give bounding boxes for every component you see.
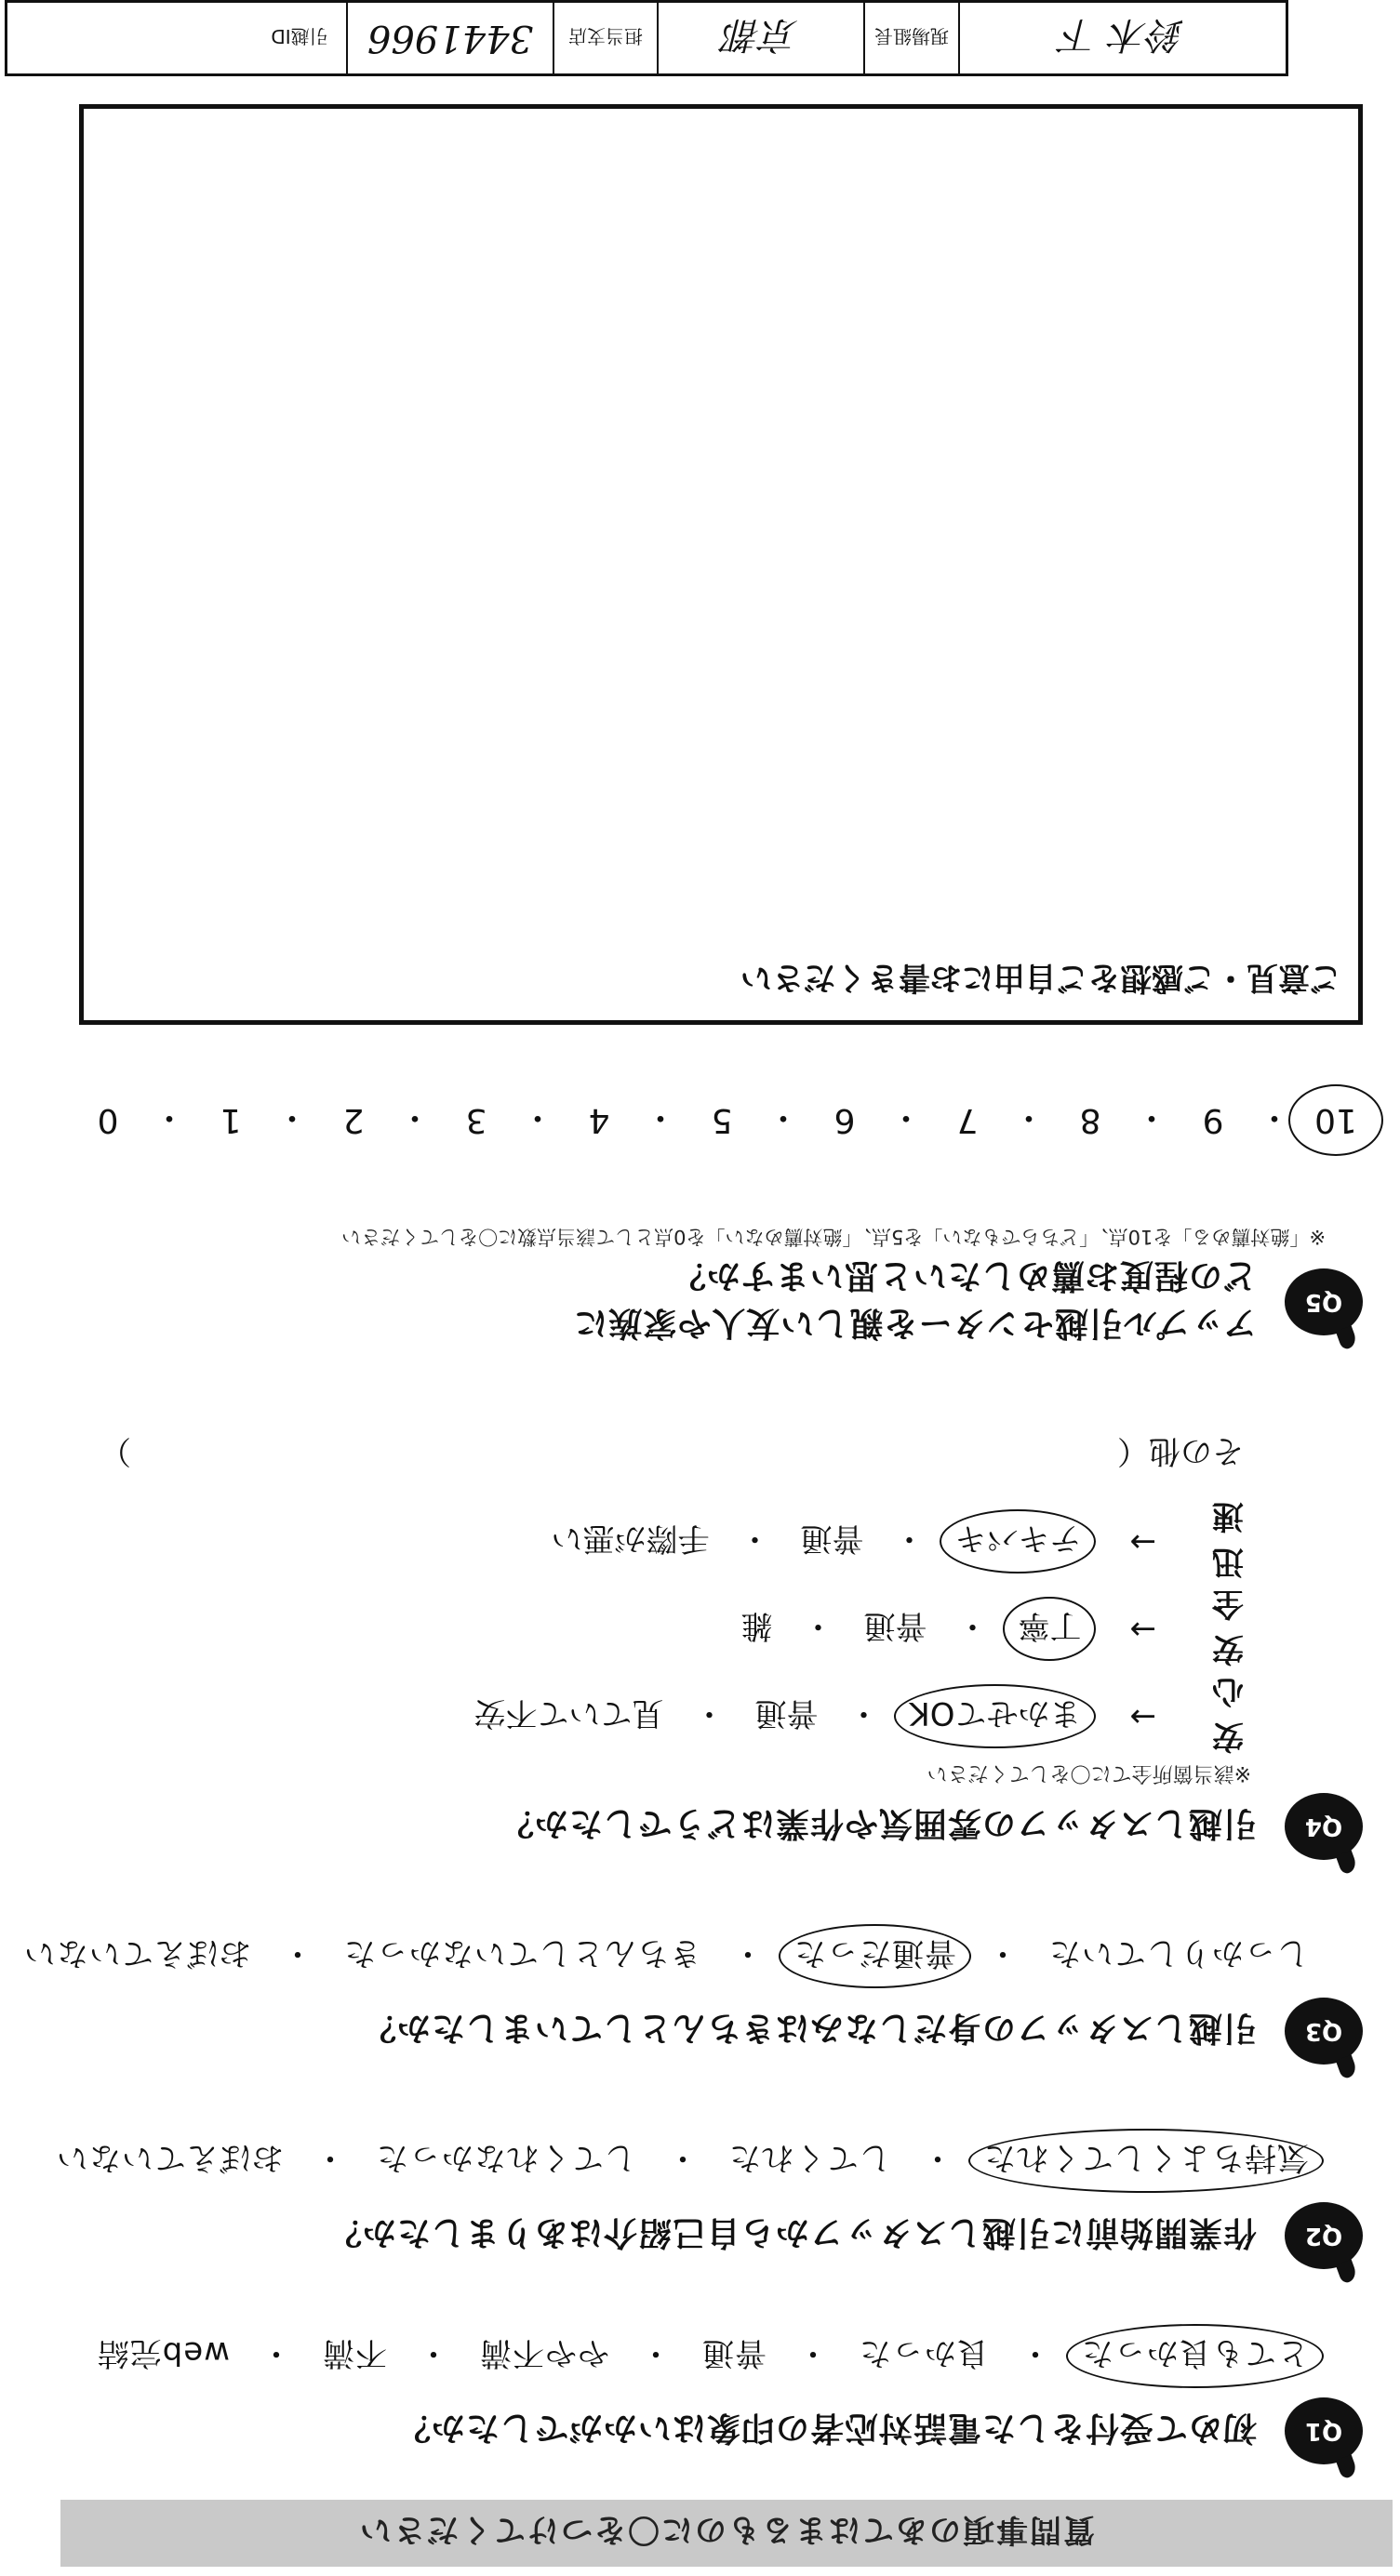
q1-option-web[interactable]: web完結 [96,2334,230,2371]
branch-value: 京都 [657,3,863,73]
q1-option-normal[interactable]: 普通 [701,2334,767,2371]
q2-text: 作業開始前に引越しスタッフから自己紹介はありましたか？ [327,2213,1257,2252]
instruction-bar: 質問事項のあてはまるものに〇をつけてください [60,2500,1393,2567]
score-9[interactable]: 9 [1202,1101,1224,1139]
q4-speed-clumsy[interactable]: 手際が悪い [551,1520,710,1558]
q5-text-line1: アップル引越センターを親しい友人や家族に [573,1304,1257,1342]
q1-badge-icon: Q1 [1285,2397,1363,2464]
question-q2 [42,2134,1363,2278]
q4-relief-uneasy[interactable]: 見ていて不安 [473,1694,664,1733]
score-0[interactable]: 0 [97,1101,119,1139]
leader-label: 現場組長 [863,3,958,73]
question-q4 [42,1411,1363,1869]
score-6[interactable]: 6 [833,1101,856,1139]
q1-option-somewhat-dissatisfied[interactable]: やや不満 [479,2334,609,2371]
q5-score-scale: 10 ・ 9 ・ 8 ・ 7 ・ 6 ・ 5 ・ 4 ・ 3 ・ 2 ・ 1 ・ 0 [60,1096,1363,1144]
q1-option-very-good[interactable]: とても良かった [1075,2330,1314,2383]
q4-row-safety: 安全 → 丁寧 ・ 普通 ・ 雑 [42,1586,1244,1673]
q1-option-good[interactable]: 良かった [859,2334,989,2371]
q4-note: ※該当箇所全てに〇をしてください [927,1761,1251,1785]
arrow-right-icon: → [1129,1611,1156,1648]
q3-option-dont-remember[interactable]: おぼえていない [23,1934,251,1972]
q4-safety-normal[interactable]: 普通 [863,1607,927,1645]
q3-option-neat[interactable]: しっかりしていた [1048,1934,1309,1972]
q2-option-dont-remember[interactable]: おぼえていない [56,2139,284,2176]
q5-text-line2: どの程度お薦めしたいと思いますか？ [671,1256,1257,1295]
q4-row-speed: 迅速 → テキパキ ・ 普通 ・ 手際が悪い [42,1498,1244,1586]
id-label: 引越ID [271,25,328,48]
q3-options: しっかりしていた ・ 普通だった ・ きちんとしていなかった ・ おぼえていない [42,1930,1314,1983]
question-q5 [42,1224,1363,1358]
q3-text: 引越しスタッフの身だしなみはきちんとしていましたか？ [361,2009,1257,2048]
question-q1 [42,2330,1363,2474]
q4-speed-quick[interactable]: テキパキ [950,1516,1087,1569]
q2-option-did[interactable]: してくれた [728,2139,891,2176]
q4-relief-ok[interactable]: まかせてOK [903,1691,1087,1744]
q4-category-relief: 安心 [1207,1672,1244,1755]
leader-value: 鈴木 下 [958,3,1286,73]
branch-label: 担当支店 [553,3,657,73]
q1-options: とても良かった ・ 良かった ・ 普通 ・ やや不満 ・ 不満 ・ web完結 [42,2330,1314,2383]
score-8[interactable]: 8 [1079,1101,1101,1139]
q4-speed-normal[interactable]: 普通 [800,1520,864,1558]
q1-text: 初めて受付をした電話対応者の印象はいかがでしたか？ [395,2409,1257,2448]
id-value: 3441966 [346,3,553,73]
q4-category-safety: 安全 [1207,1585,1244,1667]
q4-text: 引越しスタッフの雰囲気や作業はどうでしたか？ [499,1804,1257,1843]
score-4[interactable]: 4 [588,1101,610,1139]
q3-badge-icon: Q3 [1285,1998,1363,2065]
score-10[interactable]: 10 [1309,1101,1363,1139]
score-7[interactable]: 7 [956,1101,979,1139]
q2-badge-icon: Q2 [1285,2202,1363,2269]
score-3[interactable]: 3 [465,1101,487,1139]
q2-option-did-not[interactable]: してくれなかった [376,2139,636,2176]
arrow-right-icon: → [1129,1698,1156,1735]
q4-badge-icon: Q4 [1285,1793,1363,1860]
q5-badge-icon: Q5 [1285,1268,1363,1335]
q1-option-dissatisfied[interactable]: 不満 [322,2334,387,2371]
score-1[interactable]: 1 [220,1101,242,1139]
q4-other-label: その他（ [1117,1432,1244,1470]
q4-row-other [42,1411,1244,1498]
q3-option-not-neat[interactable]: きちんとしていなかった [343,1934,701,1972]
q4-other-close: ） [100,1432,131,1470]
q5-note: ※「絶対薦める」を10点、「どちらでもない」を5点、「絶対薦めない」を0点として該当点数に〇をしてください [341,1226,1326,1248]
q3-option-normal[interactable]: 普通だった [788,1930,962,1983]
q2-option-pleasant[interactable]: 気持ちよくしてくれた [978,2134,1314,2187]
comment-box[interactable] [79,104,1363,1025]
q2-options: 気持ちよくしてくれた ・ してくれた ・ してくれなかった ・ おぼえていない [42,2134,1314,2187]
question-q3 [23,1930,1363,2074]
comment-label: ご意見・ご感想をご自由にお書きください [740,959,1341,996]
arrow-right-icon: → [1129,1523,1156,1560]
score-5[interactable]: 5 [711,1101,733,1139]
footer-table [5,0,1288,76]
score-2[interactable]: 2 [342,1101,365,1139]
q4-relief-normal[interactable]: 普通 [754,1694,819,1733]
q4-row-relief: 安心 → まかせてOK ・ 普通 ・ 見ていて不安 [42,1673,1244,1760]
q4-safety-careful[interactable]: 丁寧 [1013,1603,1087,1656]
q4-category-speed: 迅速 [1207,1497,1244,1580]
q4-safety-rough[interactable]: 雑 [740,1607,773,1645]
